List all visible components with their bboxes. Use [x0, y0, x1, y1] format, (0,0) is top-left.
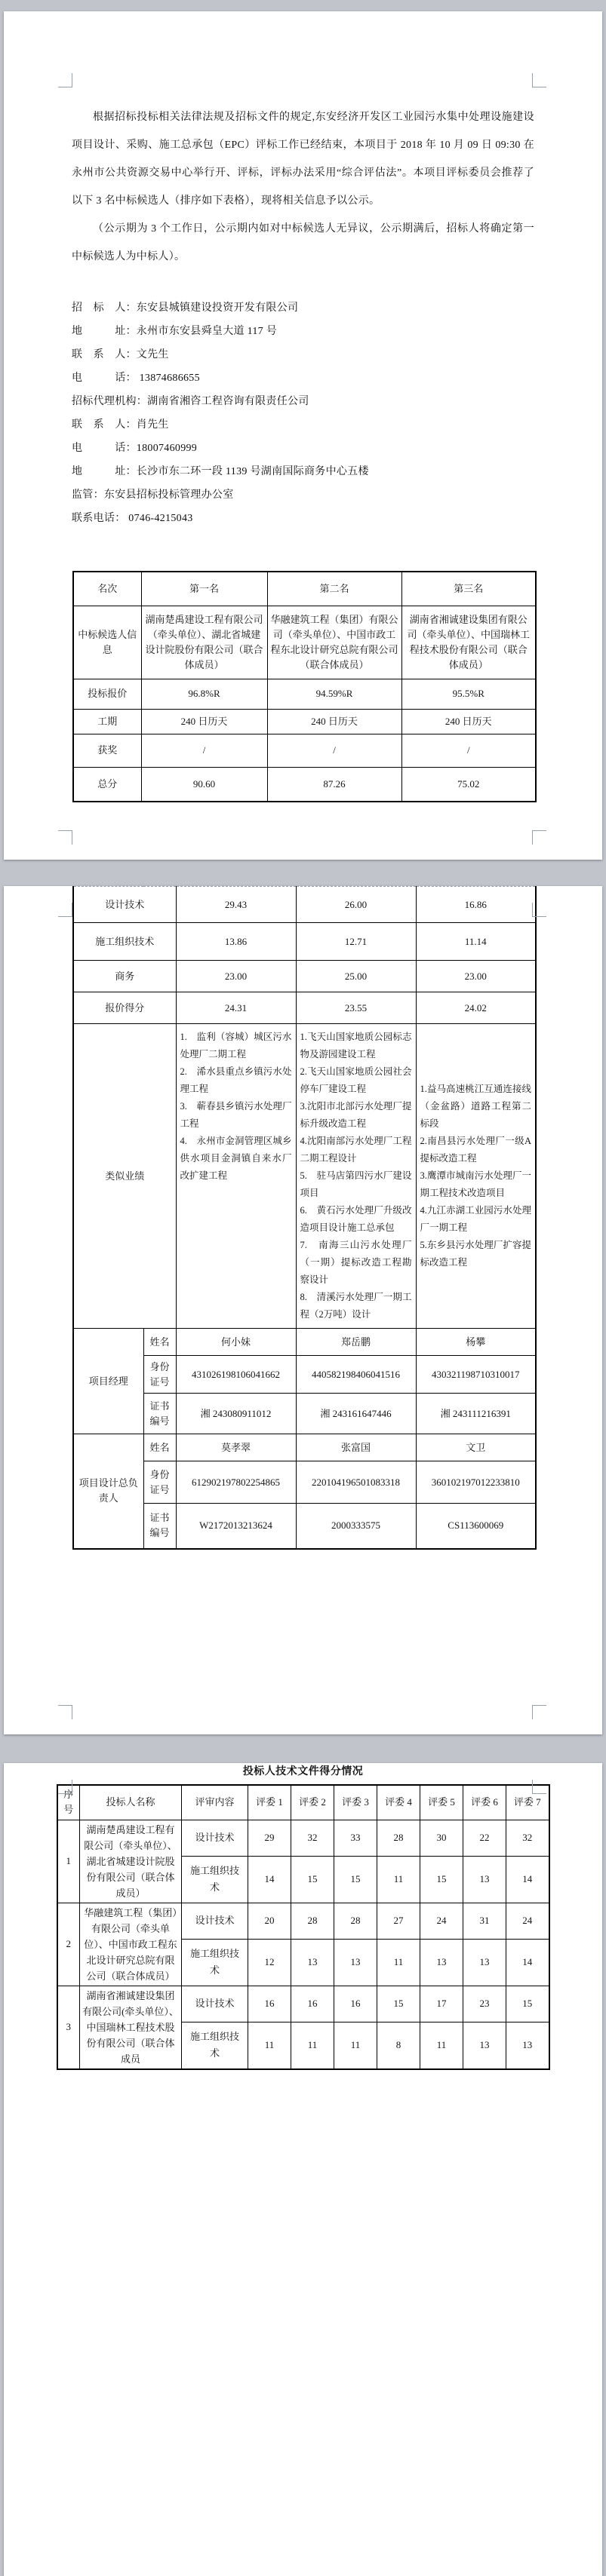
- price-score-value: 24.31: [176, 992, 296, 1024]
- achievement-item: 3.鹰潭市城南污水处理厂一期工程技术改造项目: [420, 1170, 532, 1198]
- score-cell: 13: [506, 2022, 549, 2068]
- page-1-body: [4, 11, 602, 802]
- bidder-no: 1: [57, 1820, 80, 1903]
- publicity-paragraph: （公示期为 3 个工作日，公示期内如对中标候选人无异议，公示期满后，招标人将确定第一中标候选人为中标人）。: [72, 223, 534, 262]
- achievement-item: 1.益马高速桃江互通连接线（金盆路）道路工程第二标段: [420, 1084, 532, 1129]
- designer-id: 612902197802254865: [176, 1461, 296, 1504]
- price-score-value: 24.02: [416, 992, 536, 1024]
- candidate-1-name: 湖南楚禹建设工程有限公司（牵头单位）、湖北省城建设计院股份有限公司（联合体成员）: [141, 606, 267, 679]
- score-cell: 24: [420, 1903, 463, 1939]
- score-cell: 20: [248, 1903, 291, 1939]
- name-sublabel: 姓名: [143, 1434, 176, 1461]
- bidder-name: 湖南省湘诚建设集团有限公司(牵头单位）、中国瑞林工程技术股份有限公司（联合体成员: [80, 1986, 182, 2069]
- score-cell: 31: [463, 1903, 506, 1939]
- judge-header: 评委 6: [463, 1785, 506, 1820]
- contact-line-agency: 招标代理机构：湖南省湘咨工程咨询有限责任公司: [72, 396, 309, 407]
- duration-row: [73, 709, 536, 734]
- score-cell: 15: [506, 1986, 549, 2022]
- contact-line-tenderer: 招 标 人：东安县城镇建设投资开发有限公司: [72, 302, 299, 314]
- construction-tech-value: 11.14: [416, 923, 536, 961]
- rank-header-label: 名次: [73, 572, 141, 606]
- design-tech-value: 29.43: [176, 887, 296, 923]
- bidder-3-design-row: [57, 1986, 549, 2022]
- score-cell: 28: [334, 1903, 377, 1939]
- review-content-header: 评审内容: [182, 1785, 248, 1820]
- margin-mark-bottom-right: [532, 1705, 546, 1719]
- achievement-item: 2.飞天山国家地质公园社会停车厂建设工程: [300, 1066, 412, 1094]
- achievement-list-1: [176, 1024, 296, 1329]
- commerce-label: 商务: [73, 961, 176, 992]
- page-1: [4, 11, 602, 860]
- score-cell: 27: [377, 1903, 420, 1939]
- achievement-item: 4.沈阳南部污水处理厂工程二期工程设计: [300, 1136, 412, 1164]
- score-cell: 16: [248, 1986, 291, 2022]
- contact-line-supervisor-phone: 联系电话： 0746-4215043: [72, 513, 193, 524]
- score-cell: 14: [506, 1856, 549, 1903]
- margin-mark-bottom-left: [58, 830, 72, 845]
- label-text: 设计技术: [195, 1915, 235, 1926]
- score-cell: 11: [377, 1856, 420, 1903]
- design-chief-group-label: 项目设计总负责人: [73, 1434, 143, 1549]
- score-cell: 24: [506, 1903, 549, 1939]
- price-score-label: 报价得分: [73, 992, 176, 1024]
- label-text: 施工组织技术: [189, 2031, 239, 2059]
- achievement-item: 5. 驻马店第四污水厂建设项目: [300, 1170, 412, 1198]
- design-tech-row: [73, 887, 536, 923]
- design-tech-value: 16.86: [416, 887, 536, 923]
- margin-mark-top-left: [58, 903, 72, 917]
- score-cell: 16: [334, 1986, 377, 2022]
- achievement-item: 1. 监利（容城）城区污水处理厂二期工程: [180, 1032, 292, 1060]
- score-cell: 17: [420, 1986, 463, 2022]
- judge-header: 评委 2: [291, 1785, 334, 1820]
- project-manager-group-label: 项目经理: [73, 1329, 143, 1434]
- margin-mark-top-right: [532, 73, 546, 87]
- tech-score-table: [57, 1784, 550, 2070]
- design-tech-label: [182, 1820, 248, 1856]
- score-cell: 8: [377, 2022, 420, 2068]
- designer-name-row: [73, 1434, 536, 1461]
- pm-name-row: [73, 1329, 536, 1356]
- tech-score-table-title: 投标人技术文件得分情况: [242, 1766, 364, 1777]
- score-cell: 14: [248, 1856, 291, 1903]
- total-score-row: [73, 767, 536, 802]
- score-cell: 13: [463, 1856, 506, 1903]
- score-cell: 30: [420, 1820, 463, 1856]
- intro-paragraph: 根据招标投标相关法律法规及招标文件的规定,东安经济开发区工业园污水集中处理设施建设项目设计、采购、施工总承包（EPC）评标工作已经结束，本项目于 2018 年 10 月 09 日 09:30 在永州市公共资源交易中心举行开、评标，评标办法采用“综合评估法”。本项目评标委员会推荐了以下 3 名中标候选人（排序如下表格），现将相关信息予以公示。: [72, 112, 534, 207]
- judge-header: 评委 4: [377, 1785, 420, 1820]
- score-cell: 13: [463, 2022, 506, 2068]
- score-cell: 15: [334, 1856, 377, 1903]
- score-cell: 28: [291, 1903, 334, 1939]
- pm-id: 431026198106041662: [176, 1356, 296, 1394]
- pm-name: 杨攀: [416, 1329, 536, 1356]
- duration-value: 240 日历天: [267, 709, 401, 734]
- duration-value: 240 日历天: [401, 709, 536, 734]
- no-header: 序号: [57, 1785, 80, 1820]
- total-score-value: 75.02: [401, 767, 536, 802]
- achievement-item: 1.飞天山国家地质公园标志物及游园建设工程: [300, 1032, 412, 1060]
- achievement-item: 2.南昌县污水处理厂一级A提标改造工程: [420, 1136, 532, 1164]
- achievement-item: 8. 清溪污水处理厂一期工程（2万吨）设计: [300, 1292, 412, 1320]
- design-tech-label: [182, 1986, 248, 2022]
- duration-label: 工期: [73, 709, 141, 734]
- award-label: 获奖: [73, 734, 141, 767]
- contact-line-phone-2: 电 话：18007460999: [72, 443, 198, 454]
- score-cell: 23: [463, 1986, 506, 2022]
- bidder-name-header: 投标人名称: [80, 1785, 182, 1820]
- pm-id: 430321198710310017: [416, 1356, 536, 1394]
- designer-name: 莫孝翠: [176, 1434, 296, 1461]
- bid-price-label: 投标报价: [73, 679, 141, 709]
- similar-achievements-label: 类似业绩: [73, 1024, 176, 1329]
- bid-price-value: 94.59%R: [267, 679, 401, 709]
- contact-line-address: 地 址：永州市东安县舜皇大道 117 号: [72, 326, 278, 337]
- achievement-item: 2. 浠水县重点乡镇污水处理工程: [180, 1066, 292, 1094]
- pm-name: 郑岳鹏: [296, 1329, 416, 1356]
- designer-cert: W2172013213624: [176, 1504, 296, 1549]
- cert-sublabel: 证书编号: [143, 1394, 176, 1434]
- page-2: [4, 886, 602, 1734]
- contact-block: [72, 296, 534, 530]
- score-cell: 33: [334, 1820, 377, 1856]
- achievement-list-3: [416, 1024, 536, 1329]
- label-text: 施工组织技术: [189, 1948, 239, 1976]
- margin-mark-bottom-left: [58, 1705, 72, 1719]
- margin-mark-top-left: [58, 1780, 72, 1794]
- construction-tech-label: 施工组织技术: [73, 923, 176, 961]
- commerce-value: 23.00: [176, 961, 296, 992]
- score-cell: 13: [420, 1939, 463, 1986]
- commerce-value: 23.00: [416, 961, 536, 992]
- score-cell: 13: [291, 1939, 334, 1986]
- score-cell: 12: [248, 1939, 291, 1986]
- construction-tech-label: [182, 2022, 248, 2068]
- score-cell: 32: [506, 1820, 549, 1856]
- bid-price-value: 96.8%R: [141, 679, 267, 709]
- designer-cert: CS113600069: [416, 1504, 536, 1549]
- bidder-no: 3: [57, 1986, 80, 2069]
- achievement-item: 3. 蕲春县乡镇污水处理厂工程: [180, 1101, 292, 1129]
- id-sublabel: 身份证号: [143, 1356, 176, 1394]
- contact-line-address-2: 地 址：长沙市东二环一段 1139 号湖南国际商务中心五楼: [72, 466, 369, 477]
- id-sublabel: 身份证号: [143, 1461, 176, 1504]
- score-cell: 16: [291, 1986, 334, 2022]
- name-sublabel: 姓名: [143, 1329, 176, 1356]
- achievement-item: 6. 黄石污水处理厂升级改造项目设计施工总承包: [300, 1205, 412, 1233]
- designer-cert: 2000333575: [296, 1504, 416, 1549]
- total-score-label: 总分: [73, 767, 141, 802]
- designer-name: 张富国: [296, 1434, 416, 1461]
- design-tech-label: 设计技术: [73, 887, 176, 923]
- label-text: 设计技术: [195, 1998, 235, 2010]
- bid-price-row: [73, 679, 536, 709]
- score-cell: 11: [248, 2022, 291, 2068]
- bid-price-value: 95.5%R: [401, 679, 536, 709]
- total-score-value: 87.26: [267, 767, 401, 802]
- score-cell: 15: [291, 1856, 334, 1903]
- award-value: /: [141, 734, 267, 767]
- score-cell: 29: [248, 1820, 291, 1856]
- score-cell: 11: [420, 2022, 463, 2068]
- rank-first-header: 第一名: [141, 572, 267, 606]
- bidder-1-design-row: [57, 1820, 549, 1856]
- construction-tech-label: [182, 1856, 248, 1903]
- score-cell: 11: [334, 2022, 377, 2068]
- label-text: 施工组织技术: [189, 1865, 239, 1893]
- design-tech-label: [182, 1903, 248, 1939]
- rank-second-header: 第二名: [267, 572, 401, 606]
- construction-tech-row: [73, 923, 536, 961]
- candidates-table: [72, 571, 537, 802]
- achievement-item: 5.东乡县污水处理厂扩容提标改造工程: [420, 1240, 532, 1268]
- cert-sublabel: 证书编号: [143, 1504, 176, 1549]
- margin-mark-top-right: [532, 903, 546, 917]
- candidate-info-label: 中标候选人信息: [73, 606, 141, 679]
- score-cell: 11: [291, 2022, 334, 2068]
- candidate-info-row: [73, 606, 536, 679]
- score-header-row: [57, 1785, 549, 1820]
- award-value: /: [267, 734, 401, 767]
- designer-name: 文卫: [416, 1434, 536, 1461]
- score-cell: 32: [291, 1820, 334, 1856]
- construction-tech-label: [182, 1939, 248, 1986]
- bidder-no: 2: [57, 1903, 80, 1986]
- achievement-item: 4.九江赤湖工业园污水处理厂一期工程: [420, 1205, 532, 1233]
- achievement-item: 7. 南海三山污水处理厂（一期）提标改造工程勘察设计: [300, 1240, 412, 1285]
- price-score-value: 23.55: [296, 992, 416, 1024]
- rank-third-header: 第三名: [401, 572, 536, 606]
- judge-header: 评委 3: [334, 1785, 377, 1820]
- achievement-list-2: [296, 1024, 416, 1329]
- contact-line-phone: 电 话： 13874686655: [72, 373, 200, 384]
- score-cell: 13: [334, 1939, 377, 1986]
- award-value: /: [401, 734, 536, 767]
- margin-mark-top-right: [532, 1780, 546, 1794]
- pm-cert: 湘 243080911012: [176, 1394, 296, 1434]
- designer-id: 360102197012233810: [416, 1461, 536, 1504]
- award-row: [73, 734, 536, 767]
- achievement-item: 4. 永州市金洞管理区城乡供水项目金洞镇自来水厂改扩建工程: [180, 1136, 292, 1181]
- similar-achievements-row: [73, 1024, 536, 1329]
- judge-header: 评委 5: [420, 1785, 463, 1820]
- pm-name: 何小妹: [176, 1329, 296, 1356]
- score-cell: 15: [377, 1986, 420, 2022]
- achievement-item: 3.沈阳市北部污水处理厂提标升级改造工程: [300, 1101, 412, 1129]
- label-text: 设计技术: [195, 1832, 235, 1843]
- candidate-3-name: 湖南省湘诚建设集团有限公司（牵头单位）、中国瑞林工程技术股份有限公司（联合体成员）: [401, 606, 536, 679]
- pm-cert: 湘 243161647446: [296, 1394, 416, 1434]
- bidder-name: 华融建筑工程（集团）有限公司（牵头单位）、中国市政工程东北设计研究总院有限公司（联合体成员）: [80, 1903, 182, 1986]
- page-3: [4, 1763, 602, 2576]
- construction-tech-value: 12.71: [296, 923, 416, 961]
- score-cell: 28: [377, 1820, 420, 1856]
- price-score-row: [73, 992, 536, 1024]
- score-cell: 13: [463, 1939, 506, 1986]
- score-cell: 14: [506, 1939, 549, 1986]
- pm-id: 440582198406041516: [296, 1356, 416, 1394]
- margin-mark-top-left: [58, 73, 72, 87]
- score-cell: 22: [463, 1820, 506, 1856]
- construction-tech-value: 13.86: [176, 923, 296, 961]
- candidate-2-name: 华融建筑工程（集团）有限公司（牵头单位）、中国市政工程东北设计研究总院有限公司（联合体成员）: [267, 606, 401, 679]
- total-score-value: 90.60: [141, 767, 267, 802]
- judge-header: 评委 1: [248, 1785, 291, 1820]
- score-cell: 11: [377, 1939, 420, 1986]
- candidates-table-continued: [72, 886, 537, 1550]
- contact-line-person-2: 联 系 人：肖先生: [72, 419, 169, 431]
- contact-line-supervisor: 监管：东安县招标投标管理办公室: [72, 489, 234, 501]
- commerce-value: 25.00: [296, 961, 416, 992]
- margin-mark-bottom-right: [532, 830, 546, 845]
- bidder-name: 湖南楚禹建设工程有限公司（牵头单位）、湖北省城建设计院股份有限公司（联合体成员）: [80, 1820, 182, 1903]
- design-tech-value: 26.00: [296, 887, 416, 923]
- pm-cert: 湘 243111216391: [416, 1394, 536, 1434]
- contact-line-person: 联 系 人：文先生: [72, 349, 169, 360]
- rank-header-row: [73, 572, 536, 606]
- duration-value: 240 日历天: [141, 709, 267, 734]
- bidder-2-design-row: [57, 1903, 549, 1939]
- commerce-row: [73, 961, 536, 992]
- score-cell: 15: [420, 1856, 463, 1903]
- judge-header: 评委 7: [506, 1785, 549, 1820]
- designer-id: 220104196501083318: [296, 1461, 416, 1504]
